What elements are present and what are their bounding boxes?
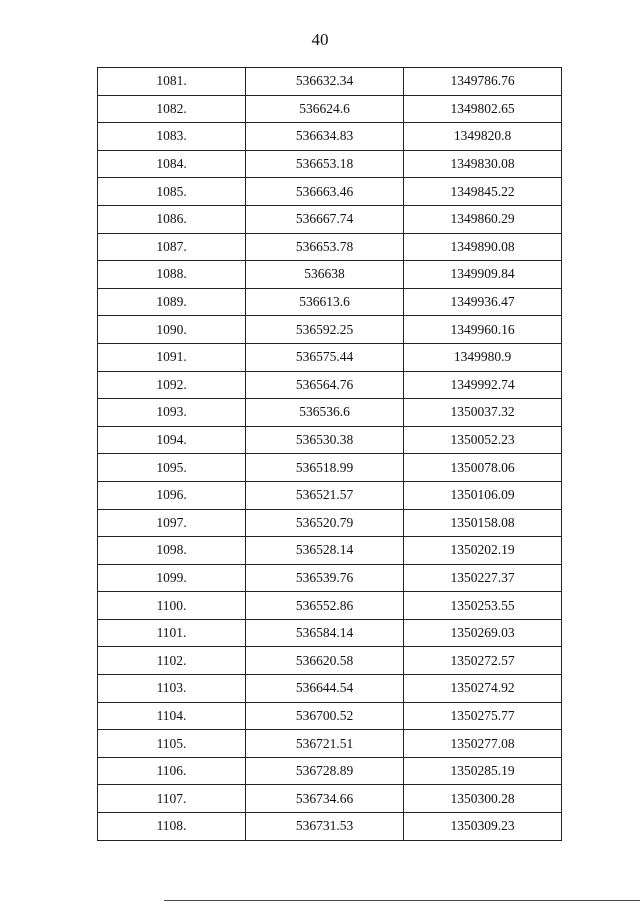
- y-coordinate-cell: 1349992.74: [404, 371, 562, 399]
- table-row: [98, 675, 562, 703]
- table-row: [98, 592, 562, 620]
- table-row: [98, 150, 562, 178]
- x-coordinate-cell: 536700.52: [246, 702, 404, 730]
- y-coordinate-cell: 1349830.08: [404, 150, 562, 178]
- table-row: [98, 757, 562, 785]
- point-number-cell: 1105.: [98, 730, 246, 758]
- x-coordinate-cell: 536632.34: [246, 68, 404, 96]
- table-row: [98, 261, 562, 289]
- y-coordinate-cell: 1350106.09: [404, 481, 562, 509]
- table-row: [98, 509, 562, 537]
- point-number-cell: 1101.: [98, 619, 246, 647]
- y-coordinate-cell: 1350227.37: [404, 564, 562, 592]
- y-coordinate-cell: 1350158.08: [404, 509, 562, 537]
- y-coordinate-cell: 1350253.55: [404, 592, 562, 620]
- x-coordinate-cell: 536634.83: [246, 123, 404, 151]
- point-number-cell: 1086.: [98, 205, 246, 233]
- y-coordinate-cell: 1350269.03: [404, 619, 562, 647]
- y-coordinate-cell: 1350300.28: [404, 785, 562, 813]
- table-row: [98, 537, 562, 565]
- point-number-cell: 1103.: [98, 675, 246, 703]
- x-coordinate-cell: 536520.79: [246, 509, 404, 537]
- x-coordinate-cell: 536620.58: [246, 647, 404, 675]
- table-row: [98, 730, 562, 758]
- x-coordinate-cell: 536663.46: [246, 178, 404, 206]
- page-bottom-rule: [164, 900, 640, 901]
- y-coordinate-cell: 1350052.23: [404, 426, 562, 454]
- table-row: [98, 647, 562, 675]
- y-coordinate-cell: 1350285.19: [404, 757, 562, 785]
- y-coordinate-cell: 1349860.29: [404, 205, 562, 233]
- x-coordinate-cell: 536721.51: [246, 730, 404, 758]
- table-row: [98, 95, 562, 123]
- x-coordinate-cell: 536530.38: [246, 426, 404, 454]
- point-number-cell: 1100.: [98, 592, 246, 620]
- point-number-cell: 1082.: [98, 95, 246, 123]
- coordinates-table-body: [98, 68, 562, 841]
- point-number-cell: 1090.: [98, 316, 246, 344]
- x-coordinate-cell: 536521.57: [246, 481, 404, 509]
- x-coordinate-cell: 536584.14: [246, 619, 404, 647]
- point-number-cell: 1081.: [98, 68, 246, 96]
- y-coordinate-cell: 1349960.16: [404, 316, 562, 344]
- point-number-cell: 1104.: [98, 702, 246, 730]
- point-number-cell: 1093.: [98, 399, 246, 427]
- table-row: [98, 68, 562, 96]
- point-number-cell: 1085.: [98, 178, 246, 206]
- x-coordinate-cell: 536528.14: [246, 537, 404, 565]
- point-number-cell: 1087.: [98, 233, 246, 261]
- y-coordinate-cell: 1349890.08: [404, 233, 562, 261]
- table-row: [98, 178, 562, 206]
- x-coordinate-cell: 536536.6: [246, 399, 404, 427]
- x-coordinate-cell: 536731.53: [246, 813, 404, 841]
- y-coordinate-cell: 1349786.76: [404, 68, 562, 96]
- x-coordinate-cell: 536518.99: [246, 454, 404, 482]
- x-coordinate-cell: 536653.18: [246, 150, 404, 178]
- table-row: [98, 702, 562, 730]
- point-number-cell: 1092.: [98, 371, 246, 399]
- x-coordinate-cell: 536644.54: [246, 675, 404, 703]
- point-number-cell: 1083.: [98, 123, 246, 151]
- point-number-cell: 1095.: [98, 454, 246, 482]
- y-coordinate-cell: 1350078.06: [404, 454, 562, 482]
- table-row: [98, 205, 562, 233]
- point-number-cell: 1091.: [98, 343, 246, 371]
- x-coordinate-cell: 536575.44: [246, 343, 404, 371]
- y-coordinate-cell: 1349802.65: [404, 95, 562, 123]
- table-row: [98, 481, 562, 509]
- point-number-cell: 1088.: [98, 261, 246, 289]
- y-coordinate-cell: 1350274.92: [404, 675, 562, 703]
- y-coordinate-cell: 1349820.8: [404, 123, 562, 151]
- point-number-cell: 1098.: [98, 537, 246, 565]
- x-coordinate-cell: 536592.25: [246, 316, 404, 344]
- point-number-cell: 1106.: [98, 757, 246, 785]
- table-row: [98, 288, 562, 316]
- x-coordinate-cell: 536728.89: [246, 757, 404, 785]
- x-coordinate-cell: 536613.6: [246, 288, 404, 316]
- x-coordinate-cell: 536734.66: [246, 785, 404, 813]
- y-coordinate-cell: 1350202.19: [404, 537, 562, 565]
- x-coordinate-cell: 536624.6: [246, 95, 404, 123]
- coordinates-table: [97, 67, 562, 841]
- y-coordinate-cell: 1349936.47: [404, 288, 562, 316]
- x-coordinate-cell: 536667.74: [246, 205, 404, 233]
- y-coordinate-cell: 1350272.57: [404, 647, 562, 675]
- point-number-cell: 1097.: [98, 509, 246, 537]
- y-coordinate-cell: 1349909.84: [404, 261, 562, 289]
- y-coordinate-cell: 1350309.23: [404, 813, 562, 841]
- x-coordinate-cell: 536564.76: [246, 371, 404, 399]
- table-row: [98, 619, 562, 647]
- point-number-cell: 1094.: [98, 426, 246, 454]
- table-row: [98, 426, 562, 454]
- table-row: [98, 343, 562, 371]
- y-coordinate-cell: 1350277.08: [404, 730, 562, 758]
- y-coordinate-cell: 1349845.22: [404, 178, 562, 206]
- x-coordinate-cell: 536539.76: [246, 564, 404, 592]
- point-number-cell: 1096.: [98, 481, 246, 509]
- table-row: [98, 233, 562, 261]
- point-number-cell: 1089.: [98, 288, 246, 316]
- y-coordinate-cell: 1349980.9: [404, 343, 562, 371]
- y-coordinate-cell: 1350037.32: [404, 399, 562, 427]
- table-row: [98, 123, 562, 151]
- table-row: [98, 564, 562, 592]
- y-coordinate-cell: 1350275.77: [404, 702, 562, 730]
- table-row: [98, 399, 562, 427]
- point-number-cell: 1107.: [98, 785, 246, 813]
- x-coordinate-cell: 536552.86: [246, 592, 404, 620]
- table-row: [98, 454, 562, 482]
- page-number: 40: [311, 30, 329, 49]
- table-row: [98, 813, 562, 841]
- table-row: [98, 316, 562, 344]
- x-coordinate-cell: 536638: [246, 261, 404, 289]
- table-row: [98, 785, 562, 813]
- point-number-cell: 1102.: [98, 647, 246, 675]
- table-row: [98, 371, 562, 399]
- point-number-cell: 1099.: [98, 564, 246, 592]
- point-number-cell: 1108.: [98, 813, 246, 841]
- point-number-cell: 1084.: [98, 150, 246, 178]
- x-coordinate-cell: 536653.78: [246, 233, 404, 261]
